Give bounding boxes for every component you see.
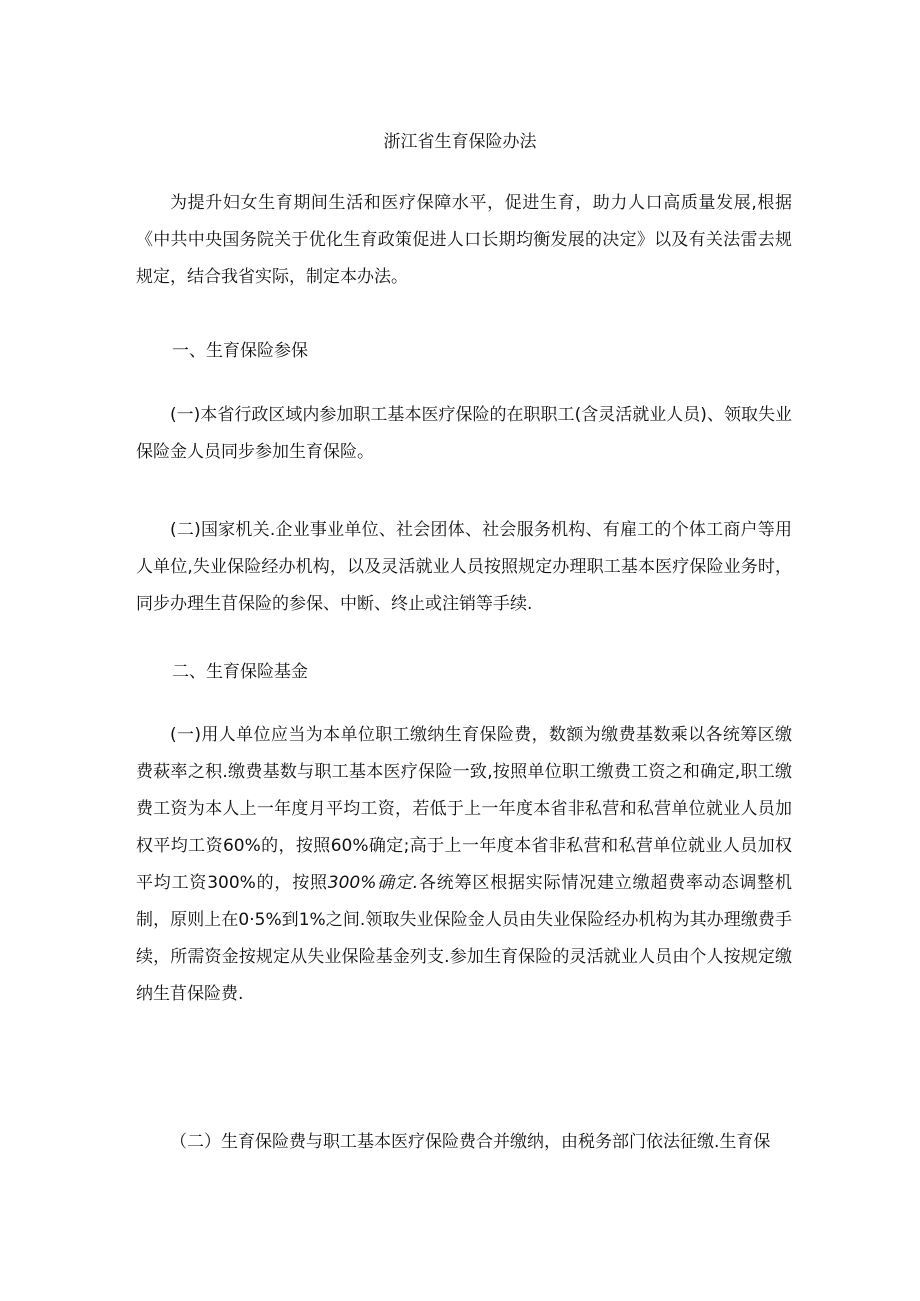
fund-item-1-text-b: 各统筹区根据实际情况建立缴超费率动态调整机制，原则上在0·5%到1%之间.领取失业保险金人员由失业保险经办机构为其办理缴费手续，所需资金按规定从失业保险基金列支.参加生育保险的灵活就业人员由个人按规定缴纳生苜保险费. <box>136 873 792 1004</box>
section-heading-fund: 二、生育保险基金 <box>172 662 308 682</box>
section-heading-enrollment: 一、生育保险参保 <box>172 341 308 361</box>
fund-item-2: （二）生育保险费与职工基本医疗保险费合并缴纳，由税务部门依法征缴.生育保 <box>170 1132 771 1152</box>
intro-paragraph: 为提升妇女生育期间生活和医疗保障水平，促进生育，助力人口高质量发展,根据《中共中央国务院关于优化生育政策促进人口长期均衡发展的决定》以及有关法雷去规规定，结合我省实际，制定本办法。 <box>136 193 792 287</box>
fund-item-1-text-a: (一)用人单位应当为本单位职工缴纳生育保险费，数额为缴费基数乘以各统筹区缴费萩率之积.缴费基数与职工基本医疗保险一致,按照单位职工缴费工资之和确定,职工缴费工资为本人上一年度月平均工资，若低于上一年度本省非私营和私营单位就业人员加权平均工资60%的，按照60%确定;高于上一年度本省非私营和私营单位就业人员加权平均工资300%的，按照 <box>136 725 792 893</box>
fund-item-1 <box>136 717 792 1013</box>
enrollment-item-1: (一)本省行政区域内参加职工基本医疗保险的在职职工(含灵活就业人员)、领取失业保险金人员同步参加生育保险。 <box>136 405 792 462</box>
enrollment-item-2: (二)国家机关.企业事业单位、社会团体、社会服务机构、有雇工的个体工商户等用人单位,失业保险经办机构，以及灵活就业人员按照规定办理职工基本医疗保险业务时，同步办理生苜保险的参保、中断、终止或注销等手续. <box>136 520 792 614</box>
document-title: 浙江省生育保险办法 <box>383 132 537 152</box>
fund-item-1-italic: 300%确定. <box>327 873 419 893</box>
